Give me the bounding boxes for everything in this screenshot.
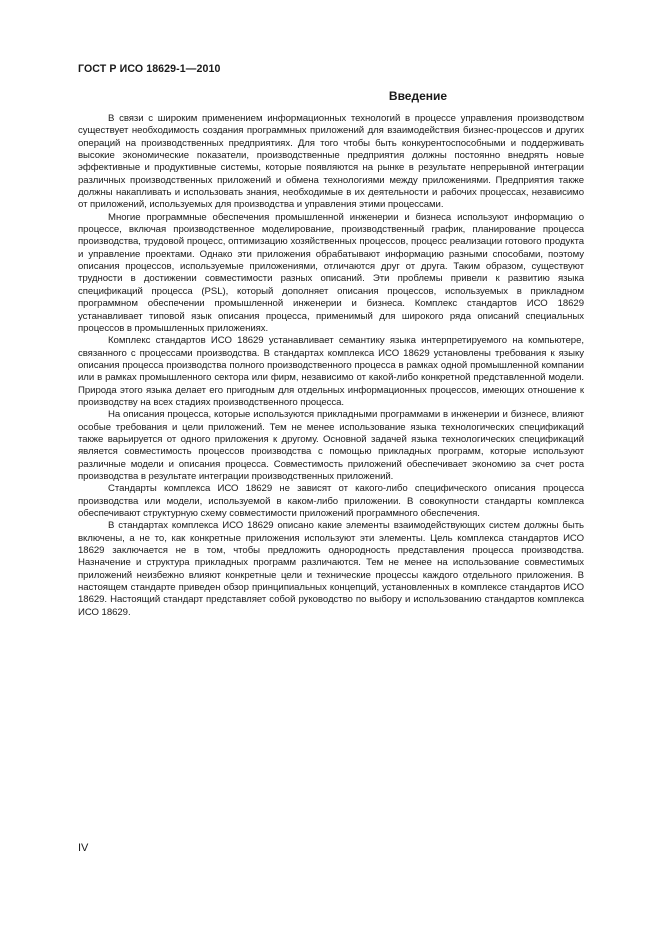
paragraph: В связи с широким применением информационных технологий в процессе управления производством существует необходимость создания программных приложений для взаимодействия бизнес-процессов и других операций на производственных предприятиях. Для того чтобы быть конкурентоспособными и поддерживать высокие экономические показатели, производственные предприятия должны постоянно внедрять новые эффективные и продуктивные системы, которые появляются на рынке в результате непрерывной интеграции различных производственных приложений и обмена технологиями между приложениями. Предприятия также должны накапливать и использовать знания, необходимые в их деятельности и рабочих процессах, независимо от приложений, используемых для производства и управления этими процессами. [78, 113, 584, 211]
section-title: Введение [388, 89, 448, 103]
document-header: ГОСТ Р ИСО 18629-1—2010 [78, 63, 221, 75]
paragraph: В стандартах комплекса ИСО 18629 описано какие элементы взаимодействующих систем должны быть включены, а не то, как конкретные приложения используют эти элементы. Цель комплекса стандартов ИСО 18629 заключается не в том, чтобы предложить однородность представления процесса производства. Назначение и структура прикладных программ различаются. Тем не менее на использование совместимых приложений неизбежно влияют конкретные цели и технические процессы каждого отдельного приложения. В настоящем стандарте приведен обзор принципиальных концепций, установленных в комплексе стандартов ИСО 18629. Настоящий стандарт представляет собой руководство по выбору и использованию стандартов комплекса ИСО 18629. [78, 520, 584, 618]
paragraph: На описания процесса, которые используются прикладными программами в инженерии и бизнесе, влияют особые требования и цели приложений. Тем не менее использование языка технологических спецификаций также варьируется от одного приложения к другому. Основной задачей языка технологических спецификаций является совместимость процессов производства с помощью прикладных программ, которые используют различные модели и описания процесса. Совместимость приложений обеспечивает экономию за счет роста производства в результате интеграции производственных приложений. [78, 409, 584, 482]
paragraph: Стандарты комплекса ИСО 18629 не зависят от какого-либо специфического описания процесса производства или модели, используемой в каком-либо приложении. В совокупности стандарты комплекса обеспечивают структурную схему совместимости приложений программного обеспечения. [78, 483, 584, 519]
page-number: IV [78, 842, 89, 854]
document-body [78, 113, 584, 619]
paragraph: Многие программные обеспечения промышленной инженерии и бизнеса используют информацию о процессе, включая производственное моделирование, производственный график, планирование процесса производства, трудовой процесс, оптимизацию хозяйственных процессов, процесс реализации готового продукта и управление проектами. Однако эти приложения обрабатывают информацию разными способами, поэтому описания процессов, используемые приложениями, отличаются друг от друга. Таким образом, существуют трудности в достижении совместимости разных описаний. Эти проблемы привели к развитию языка спецификаций процесса (PSL), который дополняет описания процессов, используемых в прикладном программном обеспечении промышленной инженерии и бизнеса. Комплекс стандартов ИСО 18629 устанавливает типовой язык описания процесса, применимый для широкого ряда описаний специальных процессов в промышленных приложениях. [78, 211, 584, 334]
paragraph: Комплекс стандартов ИСО 18629 устанавливает семантику языка интерпретируемого на компьютере, связанного с процессами производства. В стандартах комплекса ИСО 18629 установлены требования к языку описания процесса производства полного производственного процесса в рамках одной промышленной компании или в рамках промышленного сектора или фирм, независимо от какой-либо конкретной представленной модели. Природа этого языка делает его пригодным для отдельных информационных процессов, имеющих отношение к производству на всех стадиях производственного процесса. [78, 335, 584, 408]
section-title-wrapper [78, 89, 578, 103]
